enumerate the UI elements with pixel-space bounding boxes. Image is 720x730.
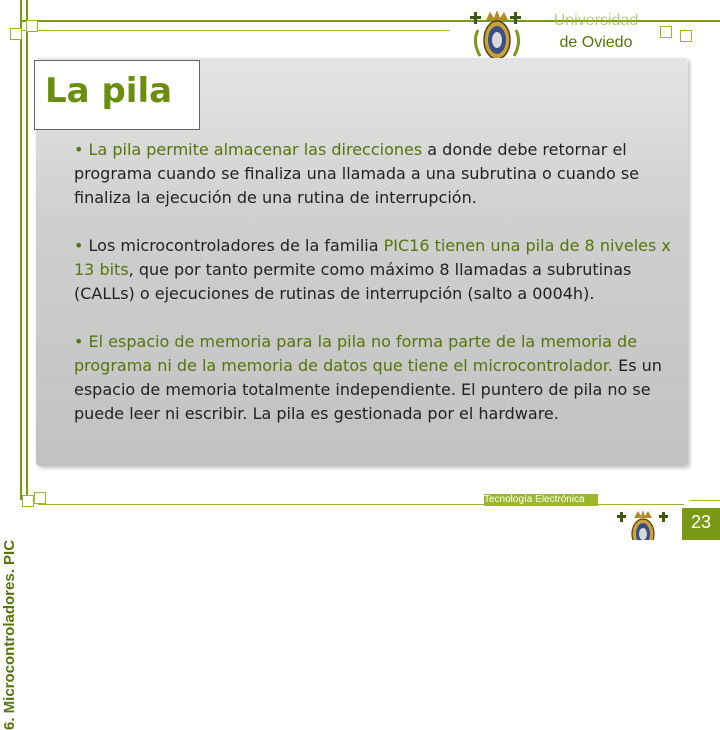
bullet-text: Es un espacio de memoria totalmente independiente. El puntero de pila no se puede leer ni escribir. La pila es gestionada por el hardware. [74,356,662,423]
university-name-line1: Universidad [553,12,639,29]
department-label: Tecnología Electrónica [484,494,585,505]
decor-square [680,30,692,42]
decor-square [660,26,672,38]
slide-title: La pila [45,71,173,111]
decor-square [22,495,34,507]
university-name [536,10,656,54]
bullet-highlight-text: PIC16 tienen una pila de 8 niveles x 13 bits [74,236,671,279]
university-name-line2: de Oviedo [559,34,633,51]
university-crest-icon [462,6,532,64]
decor-square [10,28,22,40]
decor-square [26,20,38,32]
bullet-text: a donde debe retornar el programa cuando se finaliza una llamada a una subrutina o cuando se finaliza la ejecución de una rutina de interrupción. [74,140,640,207]
page-number: 23 [690,512,712,532]
bullet-marker: • [74,236,84,255]
left-frame-line-inner [26,0,28,495]
bullet-text: Los microcontroladores de la familia [88,236,384,255]
bullet-highlight-text: El espacio de memoria para la pila no forma parte de la memoria de programa ni de la memoria de datos que tiene el microcontrolador. [74,332,638,375]
bullet-item [74,234,686,306]
page-number-box [682,508,720,540]
bullet-text: , que por tanto permite como máximo 8 llamadas a subrutinas (CALLs) o ejecuciones de rutinas de interrupción (salto a 0004h). [74,260,632,303]
university-crest-icon [612,508,674,540]
title-box [34,60,200,130]
vertical-section-title [0,240,22,730]
bullet-marker: • [74,332,84,351]
decor-square [34,492,46,504]
bullet-highlight-text: La pila permite almacenar las direcciones [88,140,423,159]
bullet-item [74,330,686,426]
top-frame-inner-line [20,30,450,31]
footer-line [690,500,720,501]
vertical-section-text: 6. Microcontroladores. PIC [1,539,18,730]
bullet-item [74,138,686,210]
bullet-marker: • [74,140,84,159]
